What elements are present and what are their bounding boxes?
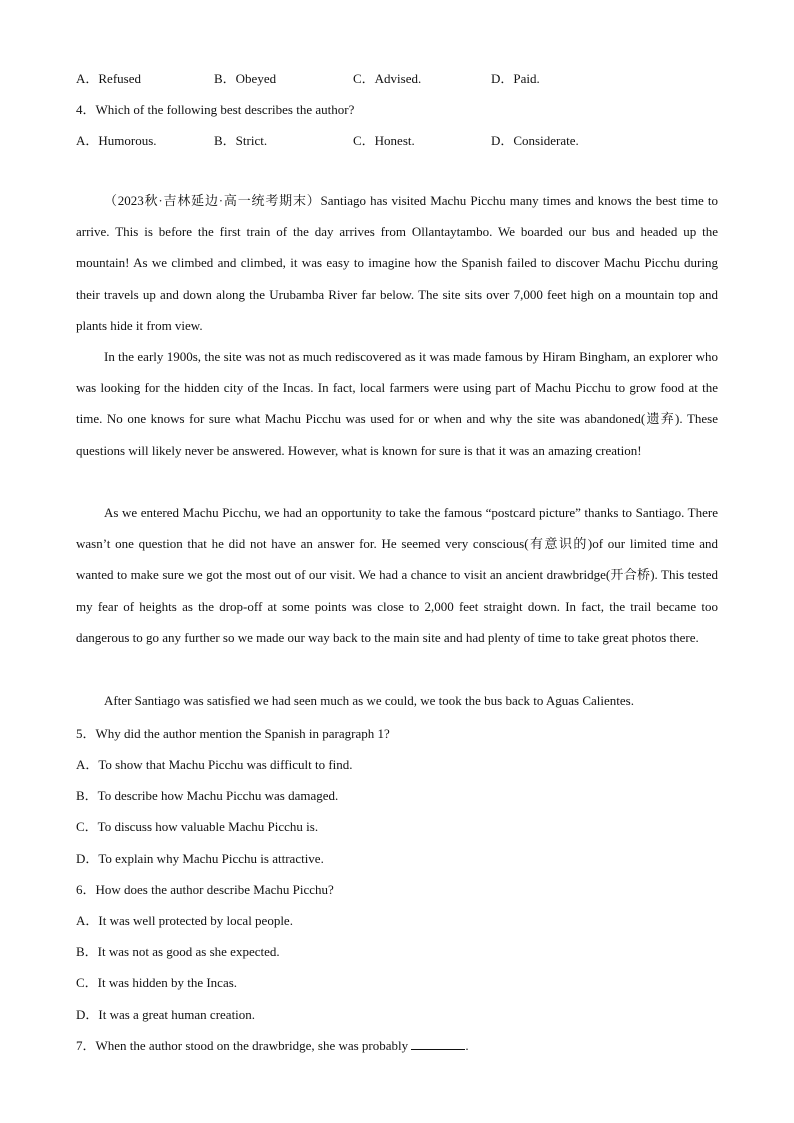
q4-option-c[interactable]: C．Honest. — [353, 133, 415, 148]
passage-paragraph-2: In the early 1900s, the site was not as much rediscovered as it was made famous by Hiram Bingham, an explorer who was looking for the hidden city of the Incas. In fact, local farmers were using part of Machu Picchu to grow food at the time. No one knows for sure what Machu Picchu was used for or when and why the site was abandoned(遗弃). These questions will likely never be answered. However, what is known for sure is that it was an amazing creation! — [76, 349, 718, 458]
q5-option-c[interactable]: C．To discuss how valuable Machu Picchu is. — [76, 819, 319, 834]
q7-line — [76, 1035, 469, 1054]
q4-options — [76, 130, 716, 150]
q5-option-b[interactable]: B．To describe how Machu Picchu was damaged. — [76, 788, 339, 803]
q3-option-c[interactable]: C．Advised. — [353, 71, 422, 86]
q5-option-d[interactable]: D．To explain why Machu Picchu is attractive. — [76, 851, 324, 866]
q4-option-b[interactable]: B．Strict. — [214, 133, 268, 148]
q7-answer-blank[interactable] — [411, 1038, 465, 1050]
q6-option-d[interactable]: D．It was a great human creation. — [76, 1007, 256, 1022]
q7-end: . — [465, 1038, 469, 1053]
q3-option-b[interactable]: B．Obeyed — [214, 71, 277, 86]
q5-stem: 5．Why did the author mention the Spanish in paragraph 1? — [76, 726, 390, 741]
q4-option-d[interactable]: D．Considerate. — [491, 133, 579, 148]
q6-option-c[interactable]: C．It was hidden by the Incas. — [76, 975, 238, 990]
passage-paragraph-3: As we entered Machu Picchu, we had an opportunity to take the famous “postcard picture” thanks to Santiago. There wasn’t one question that he did not have an answer for. He seemed very conscious(有意识的)of our limited time and wanted to make sure we got the most out of our visit. We had a chance to visit an ancient drawbridge(开合桥). This tested my fear of heights as the drop-off at some points was close to 2,000 feet straight down. In fact, the trail became too dangerous to go any further so we made our way back to the main site and had plenty of time to take great photos there. — [76, 505, 718, 645]
passage-paragraph-1: （2023秋·吉林延边·高一统考期末）Santiago has visited Machu Picchu many times and knows the best time to arrive. This is before the first train of the day arrives from Ollantaytambo. We boarded our bus and headed up the mountain! As we climbed and climbed, it was easy to imagine how the Spanish failed to discover Machu Picchu during their travels up and down along the Urubamba River far below. The site sits over 7,000 feet high on a mountain top and plants hide it from view. — [76, 193, 718, 333]
q7-stem: 7．When the author stood on the drawbridge, she was probably — [76, 1038, 409, 1053]
q3-option-a[interactable]: A．Refused — [76, 71, 141, 86]
q6-option-a[interactable]: A．It was well protected by local people. — [76, 913, 293, 928]
q6-option-b[interactable]: B．It was not as good as she expected. — [76, 944, 280, 959]
q3-option-d[interactable]: D．Paid. — [491, 71, 540, 86]
q5-option-a[interactable]: A．To show that Machu Picchu was difficult to find. — [76, 757, 353, 772]
passage-paragraph-4: After Santiago was satisfied we had seen much as we could, we took the bus back to Aguas Calientes. — [104, 693, 634, 708]
q6-stem: 6．How does the author describe Machu Picchu? — [76, 882, 334, 897]
q4-stem: 4．Which of the following best describes the author? — [76, 102, 355, 117]
q4-option-a[interactable]: A．Humorous. — [76, 133, 157, 148]
q3-options — [76, 68, 716, 88]
